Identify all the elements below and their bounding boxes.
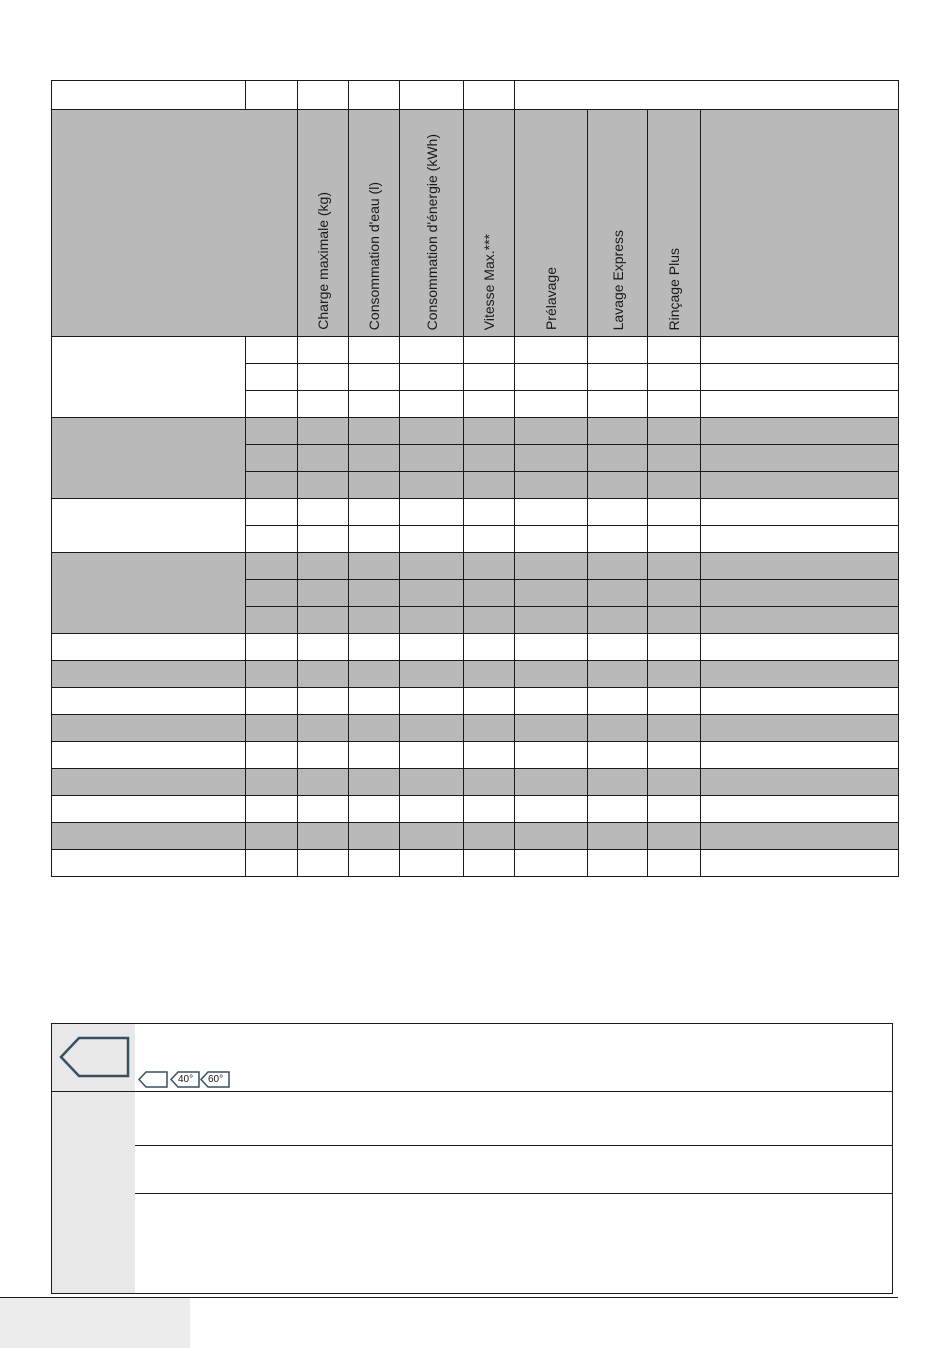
table-cell xyxy=(246,337,298,364)
table-cell xyxy=(298,418,349,445)
table-cell xyxy=(298,850,349,877)
table-cell xyxy=(648,715,701,742)
note-icon-cell xyxy=(52,1024,135,1091)
table-cell xyxy=(464,337,515,364)
header-prewash xyxy=(515,110,588,337)
eco-label-icon xyxy=(59,1035,131,1079)
table-cell xyxy=(701,688,899,715)
table-cell xyxy=(400,526,464,553)
table-cell xyxy=(701,472,899,499)
table-cell xyxy=(588,445,648,472)
table-cell xyxy=(400,580,464,607)
table-cell xyxy=(400,796,464,823)
table-cell xyxy=(400,472,464,499)
temp-40-icon xyxy=(170,1071,200,1088)
table-cell xyxy=(246,553,298,580)
table-cell xyxy=(400,688,464,715)
table-cell xyxy=(701,418,899,445)
table-cell xyxy=(648,634,701,661)
table-top-row xyxy=(52,81,899,110)
table-cell xyxy=(298,472,349,499)
header-rinse-plus xyxy=(648,110,701,337)
table-cell xyxy=(246,850,298,877)
header-label: Consommation d'énergie (kWh) xyxy=(423,133,440,330)
table-cell xyxy=(588,607,648,634)
table-cell xyxy=(400,418,464,445)
table-cell xyxy=(246,688,298,715)
table-cell xyxy=(701,553,899,580)
table-cell xyxy=(588,418,648,445)
table-cell xyxy=(648,796,701,823)
header-program-cell xyxy=(52,110,298,337)
table-cell xyxy=(464,364,515,391)
table-cell xyxy=(400,391,464,418)
table-cell xyxy=(588,553,648,580)
program-name-cell xyxy=(52,418,246,499)
table-cell xyxy=(515,607,588,634)
table-cell xyxy=(588,337,648,364)
table-cell xyxy=(648,769,701,796)
table-cell xyxy=(701,661,899,688)
table-cell xyxy=(400,445,464,472)
table-cell xyxy=(588,688,648,715)
table-cell xyxy=(246,472,298,499)
table-cell xyxy=(701,364,899,391)
table-row xyxy=(52,337,899,364)
header-label: Rinçage Plus xyxy=(666,247,682,330)
table-cell xyxy=(349,364,400,391)
table-cell xyxy=(349,553,400,580)
table-cell xyxy=(648,688,701,715)
table-cell xyxy=(464,81,515,110)
table-cell xyxy=(588,661,648,688)
table-cell xyxy=(464,418,515,445)
table-cell xyxy=(515,769,588,796)
table-cell xyxy=(400,823,464,850)
program-name-cell xyxy=(52,499,246,553)
table-cell xyxy=(400,634,464,661)
table-cell xyxy=(349,499,400,526)
table-cell xyxy=(400,607,464,634)
table-cell xyxy=(588,472,648,499)
table-row xyxy=(52,823,899,850)
table-cell xyxy=(246,445,298,472)
table-row xyxy=(52,715,899,742)
table-cell xyxy=(464,499,515,526)
header-label: Lavage Express xyxy=(609,229,626,330)
table-cell xyxy=(701,526,899,553)
table-cell xyxy=(400,715,464,742)
table-cell xyxy=(515,391,588,418)
table-cell xyxy=(349,391,400,418)
table-cell xyxy=(400,661,464,688)
table-cell xyxy=(349,472,400,499)
table-cell xyxy=(464,445,515,472)
temp-60-label: 60° xyxy=(208,1074,224,1085)
table-row xyxy=(52,661,899,688)
table-cell xyxy=(464,796,515,823)
table-cell xyxy=(298,81,349,110)
table-cell xyxy=(701,337,899,364)
table-cell xyxy=(349,742,400,769)
table-cell xyxy=(701,796,899,823)
table-cell xyxy=(701,715,899,742)
table-cell xyxy=(246,769,298,796)
table-cell xyxy=(515,823,588,850)
table-row xyxy=(52,553,899,580)
table-row xyxy=(52,499,899,526)
header-express xyxy=(588,110,648,337)
temp-40-label: 40° xyxy=(178,1074,194,1085)
table-cell xyxy=(588,391,648,418)
table-cell xyxy=(648,607,701,634)
table-cell xyxy=(464,472,515,499)
table-cell xyxy=(648,526,701,553)
table-cell xyxy=(349,418,400,445)
table-cell xyxy=(246,364,298,391)
table-cell xyxy=(349,634,400,661)
table-cell xyxy=(349,715,400,742)
header-label: Prélavage xyxy=(543,266,559,330)
program-name-cell xyxy=(52,634,246,661)
table-cell xyxy=(648,364,701,391)
table-cell xyxy=(246,391,298,418)
table-header-row xyxy=(52,110,899,337)
table-cell xyxy=(349,661,400,688)
table-cell xyxy=(701,391,899,418)
table-cell xyxy=(515,715,588,742)
programme-table xyxy=(51,80,899,877)
table-cell xyxy=(648,850,701,877)
eco-tag-icon xyxy=(138,1071,168,1088)
table-row xyxy=(52,634,899,661)
header-water xyxy=(349,110,400,337)
table-cell xyxy=(246,580,298,607)
table-cell xyxy=(349,337,400,364)
table-cell xyxy=(515,850,588,877)
table-cell xyxy=(464,634,515,661)
table-cell xyxy=(298,337,349,364)
table-cell xyxy=(464,769,515,796)
table-cell xyxy=(349,81,400,110)
table-cell xyxy=(298,715,349,742)
table-cell xyxy=(349,796,400,823)
program-name-cell xyxy=(52,688,246,715)
table-cell xyxy=(588,796,648,823)
table-cell xyxy=(400,337,464,364)
table-cell xyxy=(515,472,588,499)
program-name-cell xyxy=(52,553,246,634)
table-cell xyxy=(648,553,701,580)
table-cell xyxy=(701,445,899,472)
table-cell xyxy=(515,796,588,823)
header-speed xyxy=(464,110,515,337)
table-row xyxy=(52,850,899,877)
table-cell xyxy=(400,364,464,391)
table-cell xyxy=(298,580,349,607)
table-cell xyxy=(588,526,648,553)
table-cell xyxy=(349,445,400,472)
table-cell xyxy=(588,742,648,769)
table-cell xyxy=(400,742,464,769)
table-cell xyxy=(701,580,899,607)
header-energy xyxy=(400,110,464,337)
table-cell xyxy=(246,607,298,634)
table-cell xyxy=(349,580,400,607)
table-cell xyxy=(588,850,648,877)
table-cell xyxy=(400,499,464,526)
table-cell xyxy=(588,499,648,526)
table-cell xyxy=(246,796,298,823)
table-cell xyxy=(648,580,701,607)
table-cell xyxy=(246,418,298,445)
table-cell xyxy=(701,607,899,634)
header-label: Vitesse Max.*** xyxy=(481,233,497,330)
table-cell xyxy=(701,499,899,526)
table-cell xyxy=(349,607,400,634)
table-cell xyxy=(515,364,588,391)
table-cell xyxy=(246,823,298,850)
table-cell xyxy=(298,688,349,715)
table-cell xyxy=(246,742,298,769)
note-side-panel xyxy=(52,1092,135,1293)
temp-60-icon xyxy=(200,1071,230,1088)
table-cell xyxy=(464,742,515,769)
table-cell xyxy=(246,661,298,688)
table-cell xyxy=(515,337,588,364)
table-cell xyxy=(298,823,349,850)
header-label: Consommation d'eau (l) xyxy=(366,181,382,330)
table-cell xyxy=(298,661,349,688)
table-cell xyxy=(515,553,588,580)
table-cell xyxy=(298,526,349,553)
table-cell xyxy=(588,634,648,661)
table-cell xyxy=(701,769,899,796)
table-cell xyxy=(701,742,899,769)
table-cell xyxy=(298,553,349,580)
table-cell xyxy=(701,850,899,877)
table-cell xyxy=(349,769,400,796)
table-cell xyxy=(298,742,349,769)
table-row xyxy=(52,769,899,796)
table-cell xyxy=(298,634,349,661)
table-cell xyxy=(515,81,899,110)
table-cell xyxy=(648,418,701,445)
table-cell xyxy=(588,823,648,850)
table-cell xyxy=(648,499,701,526)
program-name-cell xyxy=(52,337,246,418)
note-divider xyxy=(135,1193,892,1194)
table-cell xyxy=(464,526,515,553)
program-name-cell xyxy=(52,715,246,742)
table-cell xyxy=(701,823,899,850)
table-cell xyxy=(464,607,515,634)
table-cell xyxy=(648,823,701,850)
table-cell xyxy=(464,715,515,742)
table-cell xyxy=(246,499,298,526)
table-cell xyxy=(464,823,515,850)
table-cell xyxy=(246,81,298,110)
table-cell xyxy=(515,688,588,715)
program-name-cell xyxy=(52,661,246,688)
table-cell xyxy=(648,445,701,472)
table-row xyxy=(52,688,899,715)
table-cell xyxy=(464,391,515,418)
table-cell xyxy=(515,661,588,688)
footer-page-block xyxy=(0,1298,190,1348)
table-cell xyxy=(588,715,648,742)
program-name-cell xyxy=(52,769,246,796)
header-temperature xyxy=(701,110,899,337)
table-cell xyxy=(400,553,464,580)
table-cell xyxy=(298,499,349,526)
table-cell xyxy=(298,769,349,796)
table-cell xyxy=(515,499,588,526)
table-cell xyxy=(648,391,701,418)
note-box xyxy=(51,1023,893,1294)
table-cell xyxy=(588,769,648,796)
table-cell xyxy=(298,391,349,418)
table-cell xyxy=(648,337,701,364)
table-cell xyxy=(648,742,701,769)
note-top-row xyxy=(52,1024,892,1092)
table-cell xyxy=(464,553,515,580)
table-cell xyxy=(515,580,588,607)
table-cell xyxy=(515,634,588,661)
table-cell xyxy=(400,769,464,796)
table-row xyxy=(52,796,899,823)
table-cell xyxy=(588,364,648,391)
table-cell xyxy=(515,445,588,472)
program-name-cell xyxy=(52,850,246,877)
table-cell xyxy=(246,526,298,553)
table-cell xyxy=(464,688,515,715)
table-cell xyxy=(349,688,400,715)
program-name-cell xyxy=(52,796,246,823)
table-cell xyxy=(515,526,588,553)
table-cell xyxy=(246,634,298,661)
table-row xyxy=(52,742,899,769)
table-cell xyxy=(701,634,899,661)
table-cell xyxy=(298,445,349,472)
table-cell xyxy=(52,81,246,110)
program-name-cell xyxy=(52,742,246,769)
table-cell xyxy=(400,81,464,110)
table-cell xyxy=(464,580,515,607)
table-cell xyxy=(246,715,298,742)
table-cell xyxy=(515,742,588,769)
table-cell xyxy=(349,526,400,553)
table-cell xyxy=(464,850,515,877)
table-row xyxy=(52,418,899,445)
note-divider xyxy=(135,1145,892,1146)
table-cell xyxy=(588,580,648,607)
header-max-load xyxy=(298,110,349,337)
program-name-cell xyxy=(52,823,246,850)
table-cell xyxy=(349,850,400,877)
table-cell xyxy=(298,364,349,391)
table-cell xyxy=(515,418,588,445)
table-cell xyxy=(648,472,701,499)
table-cell xyxy=(298,607,349,634)
table-body xyxy=(52,337,899,877)
table-cell xyxy=(464,661,515,688)
header-label: Charge maximale (kg) xyxy=(315,192,331,330)
table-cell xyxy=(648,661,701,688)
table-cell xyxy=(298,796,349,823)
table-cell xyxy=(400,850,464,877)
table-cell xyxy=(349,823,400,850)
